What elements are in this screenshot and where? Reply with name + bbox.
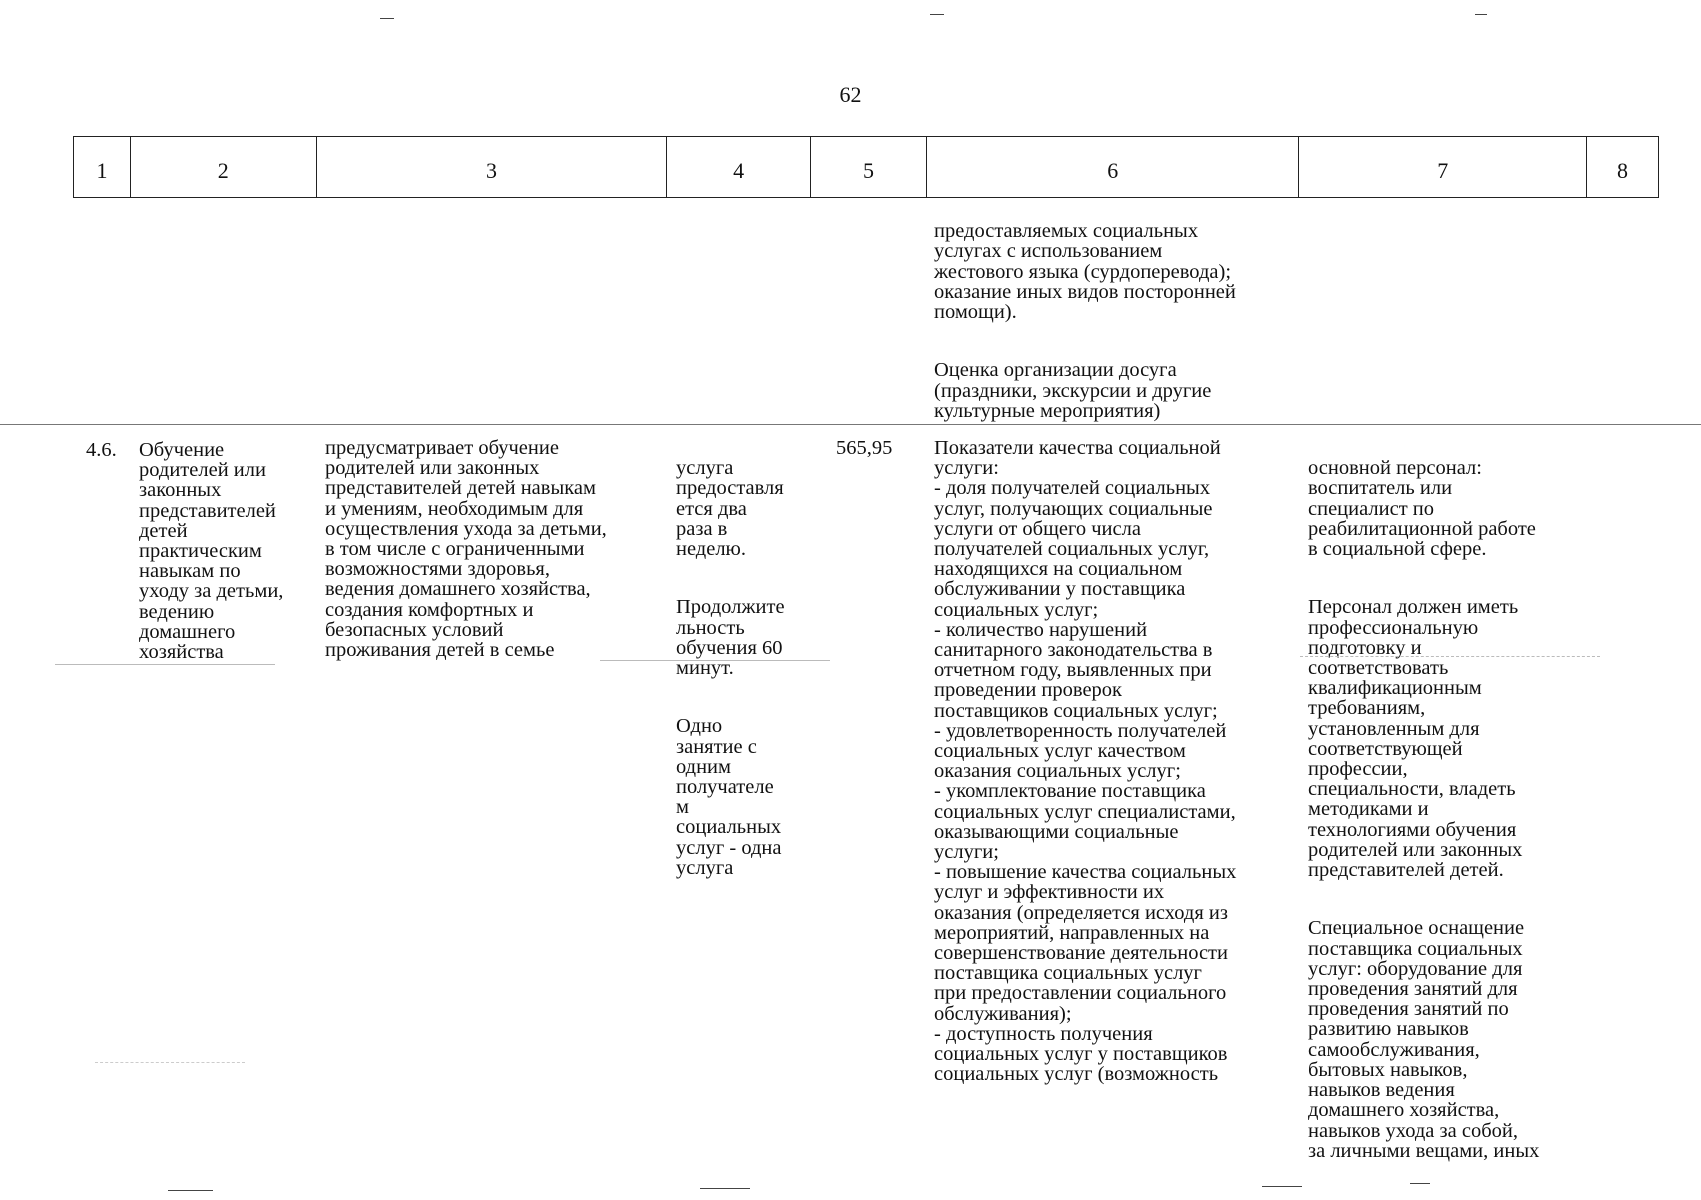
terms-duration: Продолжите льность обучения 60 минут. <box>676 596 785 680</box>
service-name: Обучение родителей или законных представителей детей практическим навыкам по уходу за детьми, ведению домашнего хозяйства <box>139 439 284 664</box>
header-col-4: 4 <box>667 137 811 197</box>
page-number: 62 <box>839 82 862 107</box>
header-col-8: 8 <box>1617 158 1629 183</box>
header-col-3: 3 <box>317 137 668 197</box>
scan-speck <box>1410 1183 1430 1184</box>
row-separator <box>0 424 1701 425</box>
scan-speck <box>1262 1186 1302 1187</box>
scan-line <box>95 1062 245 1063</box>
table-header-row <box>73 136 1659 198</box>
continuation-col6 <box>934 201 1304 459</box>
row-number: 4.6. <box>86 439 117 461</box>
scan-line <box>600 660 830 661</box>
conditions-staff: основной персонал: воспитатель или специалист по реабилитационной работе в социальной сфере. <box>1308 457 1536 561</box>
header-col-5: 5 <box>811 137 927 197</box>
service-price: 565,95 <box>836 437 893 459</box>
scan-speck <box>930 14 944 15</box>
header-col-6: 6 <box>927 137 1300 197</box>
continuation-col6-leisure: Оценка организации досуга (праздники, экскурсии и другие культурные мероприятия) <box>934 359 1212 422</box>
header-col-2: 2 <box>131 137 317 197</box>
service-conditions <box>1308 438 1598 1199</box>
terms-unit: Одно занятие с одним получателе м социальных услуг - одна услуга <box>676 715 782 879</box>
scan-line <box>1300 656 1600 657</box>
terms-frequency: услуга предоставля ется два раза в неделю. <box>676 457 784 561</box>
scan-line <box>55 664 275 665</box>
service-description: предусматривает обучение родителей или законных представителей детей навыкам и умениям, необходимым для осуществления ухода за детьми, в том числе с ограниченными возможностями здоровья, ведения домашнего хозяйства, создания комфортных и безопасных условий проживания детей в семье <box>325 437 607 662</box>
scan-speck <box>700 1188 750 1189</box>
header-col-7: 7 <box>1299 137 1587 197</box>
scan-speck <box>1475 14 1487 15</box>
continuation-col6-text: предоставляемых социальных услугах с использованием жестового языка (сурдоперевода); оказание иных видов посторонней помощи). <box>934 220 1236 324</box>
conditions-qualification: Персонал должен иметь профессиональную подготовку и соответствовать квалификационным требованиям, установленным для соответствующей профессии, специальности, владеть методиками и технологиями обучения родителей или законных представителей детей. <box>1308 596 1523 882</box>
header-col-1: 1 <box>74 137 131 197</box>
scan-speck <box>380 18 394 19</box>
scan-speck <box>168 1190 213 1191</box>
conditions-equipment: Специальное оснащение поставщика социальных услуг: оборудование для проведения занятий для проведения занятий по развитию навыков самообслуживания, бытовых навыков, навыков ведения домашнего хозяйства, навыков ухода за собой, за личными вещами, иных <box>1308 917 1540 1162</box>
quality-indicators: Показатели качества социальной услуги: - доля получателей социальных услуг, получающих социальные услуги от общего числа получателей социальных услуг, находящихся на социальном обслуживании у поставщика социальных услуг; - количество нарушений санитарного законодательства в отчетном году, выявленных при проведении проверок поставщиков социальных услуг; - удовлетворенность получателей социальных услуг качеством оказания социальных услуг; - укомплектование поставщика социальных услуг специалистами, оказывающими социальные услуги; - повышение качества социальных услуг и эффективности их оказания (определяется исходя из мероприятий, направленных на совершенствование деятельности поставщика социальных услуг при предоставлении социального обслуживания); - доступность получения социальных услуг у поставщиков социальных услуг (возможность <box>934 437 1237 1086</box>
service-terms <box>676 438 816 916</box>
